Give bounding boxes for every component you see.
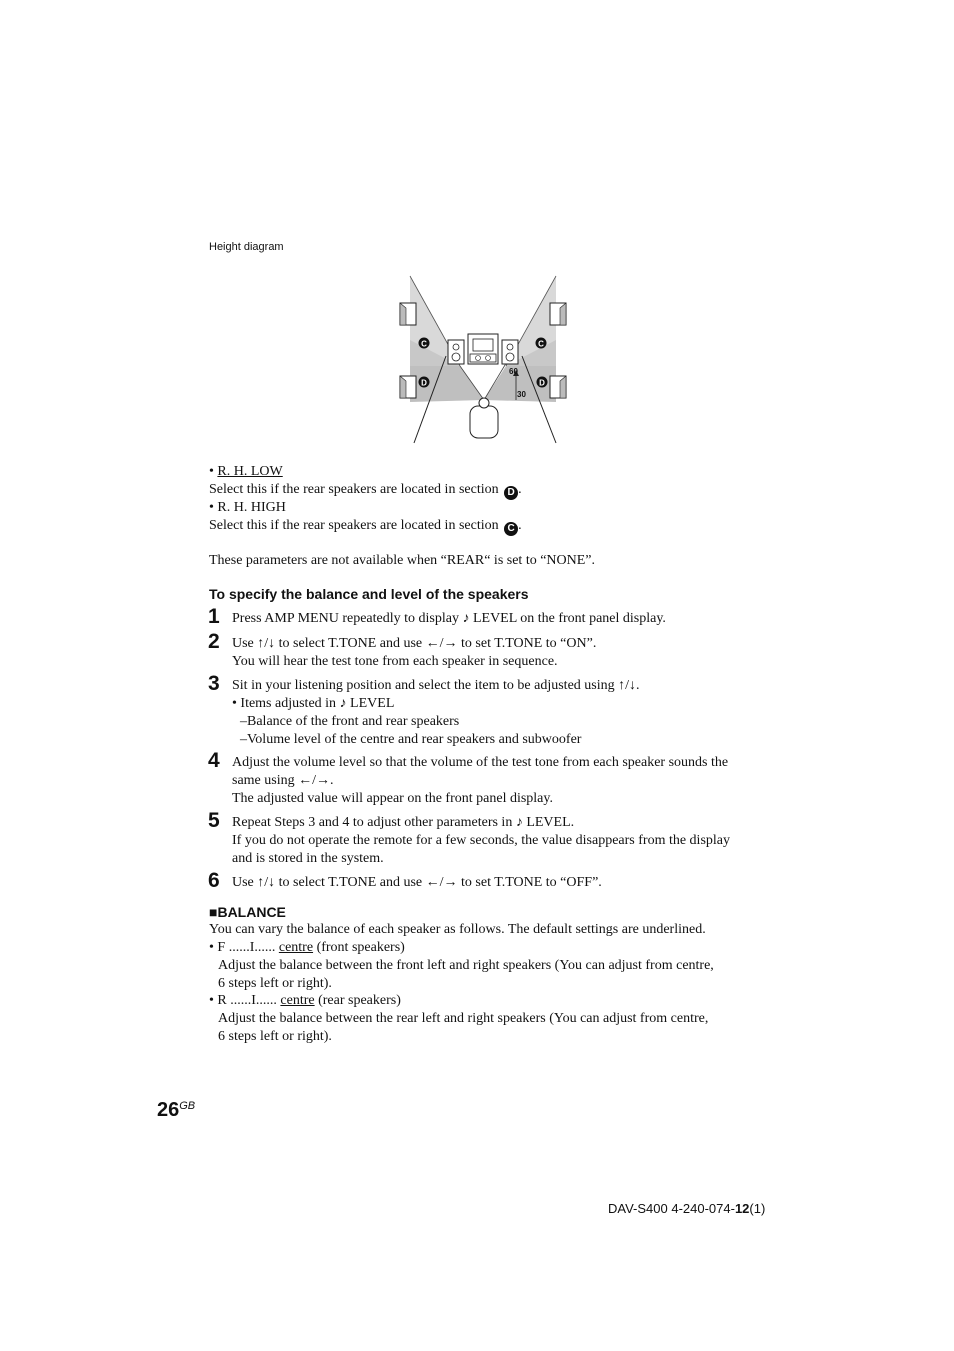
angle-60-label: 60 [509,367,518,376]
option-desc: Select this if the rear speakers are located in section [209,482,499,497]
rear-speaker-low-right [550,376,566,398]
balance-item-rear: • R ......I...... centre (rear speakers) Adjust the balance between the rear left and right speakers (You can adjust from centre, 6 steps left or right). [209,993,709,1044]
svg-text:D: D [539,378,545,388]
procedure-title: To specify the balance and level of the speakers [209,586,529,602]
step-1-text: Press AMP MENU repeatedly to display ♪ LEVEL on the front panel display. [232,611,666,626]
option-rh-high: • R. H. HIGH Select this if the rear speakers are located in section C . [209,500,522,534]
front-speaker-left [448,340,464,364]
step-1-number: 1 [208,605,220,628]
balance-item-front: • F ......I...... centre (front speakers) Adjust the balance between the front left and right speakers (You can adjust from centre, 6 steps left or right). [209,940,714,991]
figure-caption: Height diagram [209,241,284,253]
balance-heading: ■BALANCE [209,904,286,920]
step-4-text: Adjust the volume level so that the volume of the test tone from each speaker sounds the same using ←/→. The adjusted value will appear on the front panel display. [232,755,729,806]
option-desc: Select this if the rear speakers are located in section [209,518,499,533]
option-name: R. H. HIGH [217,500,286,515]
section-d-badge-left [419,377,430,388]
step-2-text: Use ↑/↓ to select T.TONE and use ←/→ to set T.TONE to “ON”. You will hear the test tone from each speaker in sequence. [232,636,597,669]
balance-intro: You can vary the balance of each speaker as follows. The default settings are underlined. [209,922,706,937]
availability-note: These parameters are not available when “REAR“ is set to “NONE”. [209,553,596,568]
tv-centre-speaker [468,334,498,364]
section-d-badge-right [537,377,548,388]
svg-text:C: C [538,339,544,349]
step-6-number: 6 [208,869,220,892]
front-speaker-right [502,340,518,364]
step-5-number: 5 [208,809,220,832]
step-3-number: 3 [208,672,220,695]
rear-speaker-high-left [400,303,416,325]
section-badge: D [504,486,518,500]
listener-icon [470,398,498,438]
svg-text:D: D [421,378,427,388]
svg-text:C: C [421,339,427,349]
page-lang: GB [179,1100,196,1112]
step-4-number: 4 [208,749,220,772]
section-c-badge-left [419,338,430,349]
step-6-text: Use ↑/↓ to select T.TONE and use ←/→ to set T.TONE to “OFF”. [232,875,602,890]
step-2-number: 2 [208,630,220,653]
section-c-badge-right [536,338,547,349]
section-badge: C [504,522,518,536]
step-5-text: Repeat Steps 3 and 4 to adjust other parameters in ♪ LEVEL. If you do not operate the remote for a few seconds, the value disappears from the display and is stored in the system. [232,815,730,866]
rear-speaker-high-right [550,303,566,325]
height-diagram [398,270,578,446]
step-3-text: Sit in your listening position and select the item to be adjusted using ↑/↓. • Items adjusted in ♪ LEVEL –Balance of the front and rear speakers –Volume level of the centre and rear speakers and subwoofer [232,678,640,747]
option-rh-low: • R. H. LOW Select this if the rear speakers are located in section D . [209,464,522,498]
page-number: $26^{GB}$ [157,1099,196,1121]
option-name: R. H. LOW [217,464,283,479]
footer-model-code: DAV-S400 4-240-074-12(1) [608,1201,766,1216]
angle-30-label: 30 [517,390,526,399]
rear-speaker-low-left [400,376,416,398]
